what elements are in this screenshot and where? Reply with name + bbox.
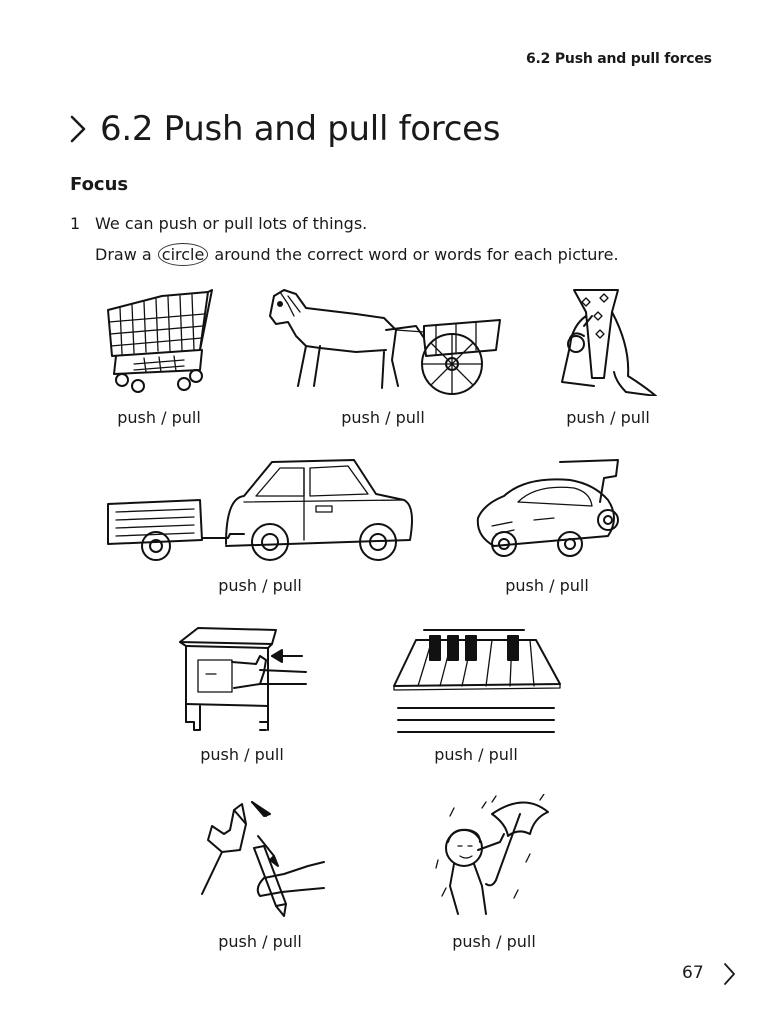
question-line-1: We can push or pull lots of things. [95,214,368,233]
next-page-chevron-icon[interactable] [720,961,738,987]
item-label-car-trailer[interactable]: push / pull [218,576,302,595]
page-title: 6.2 Push and pull forces [100,109,501,149]
drawer-closing-icon [176,626,308,734]
section-heading: Focus [70,174,129,195]
item-label-trolley[interactable]: push / pull [117,408,201,427]
page-title-row [66,106,500,152]
toy-racing-car-icon [474,456,622,566]
item-label-horse-cart[interactable]: push / pull [341,408,425,427]
item-label-drawer[interactable]: push / pull [200,745,284,764]
item-label-pen[interactable]: push / pull [218,932,302,951]
girl-opening-curtains-icon [556,286,660,396]
horse-and-cart-icon [266,286,502,396]
question-line-2 [95,245,619,264]
item-label-umbrella[interactable]: push / pull [452,932,536,951]
running-head: 6.2 Push and pull forces [526,51,712,67]
shopping-trolley-icon [104,286,216,396]
boy-with-umbrella-icon [434,794,552,918]
piano-keys-icon [390,626,562,736]
item-label-toy-car[interactable]: push / pull [505,576,589,595]
chevron-right-icon [66,109,92,149]
question-line-2-start: Draw a [95,245,157,264]
question-number: 1 [70,214,81,233]
item-label-curtains[interactable]: push / pull [566,408,650,427]
circled-word: circle [158,243,209,266]
page-number: 67 [682,963,704,983]
car-towing-trailer-icon [104,454,416,566]
question-line-2-end: around the correct word or words for each picture. [209,245,619,264]
item-label-piano[interactable]: push / pull [434,745,518,764]
pen-cap-icon [198,796,328,918]
